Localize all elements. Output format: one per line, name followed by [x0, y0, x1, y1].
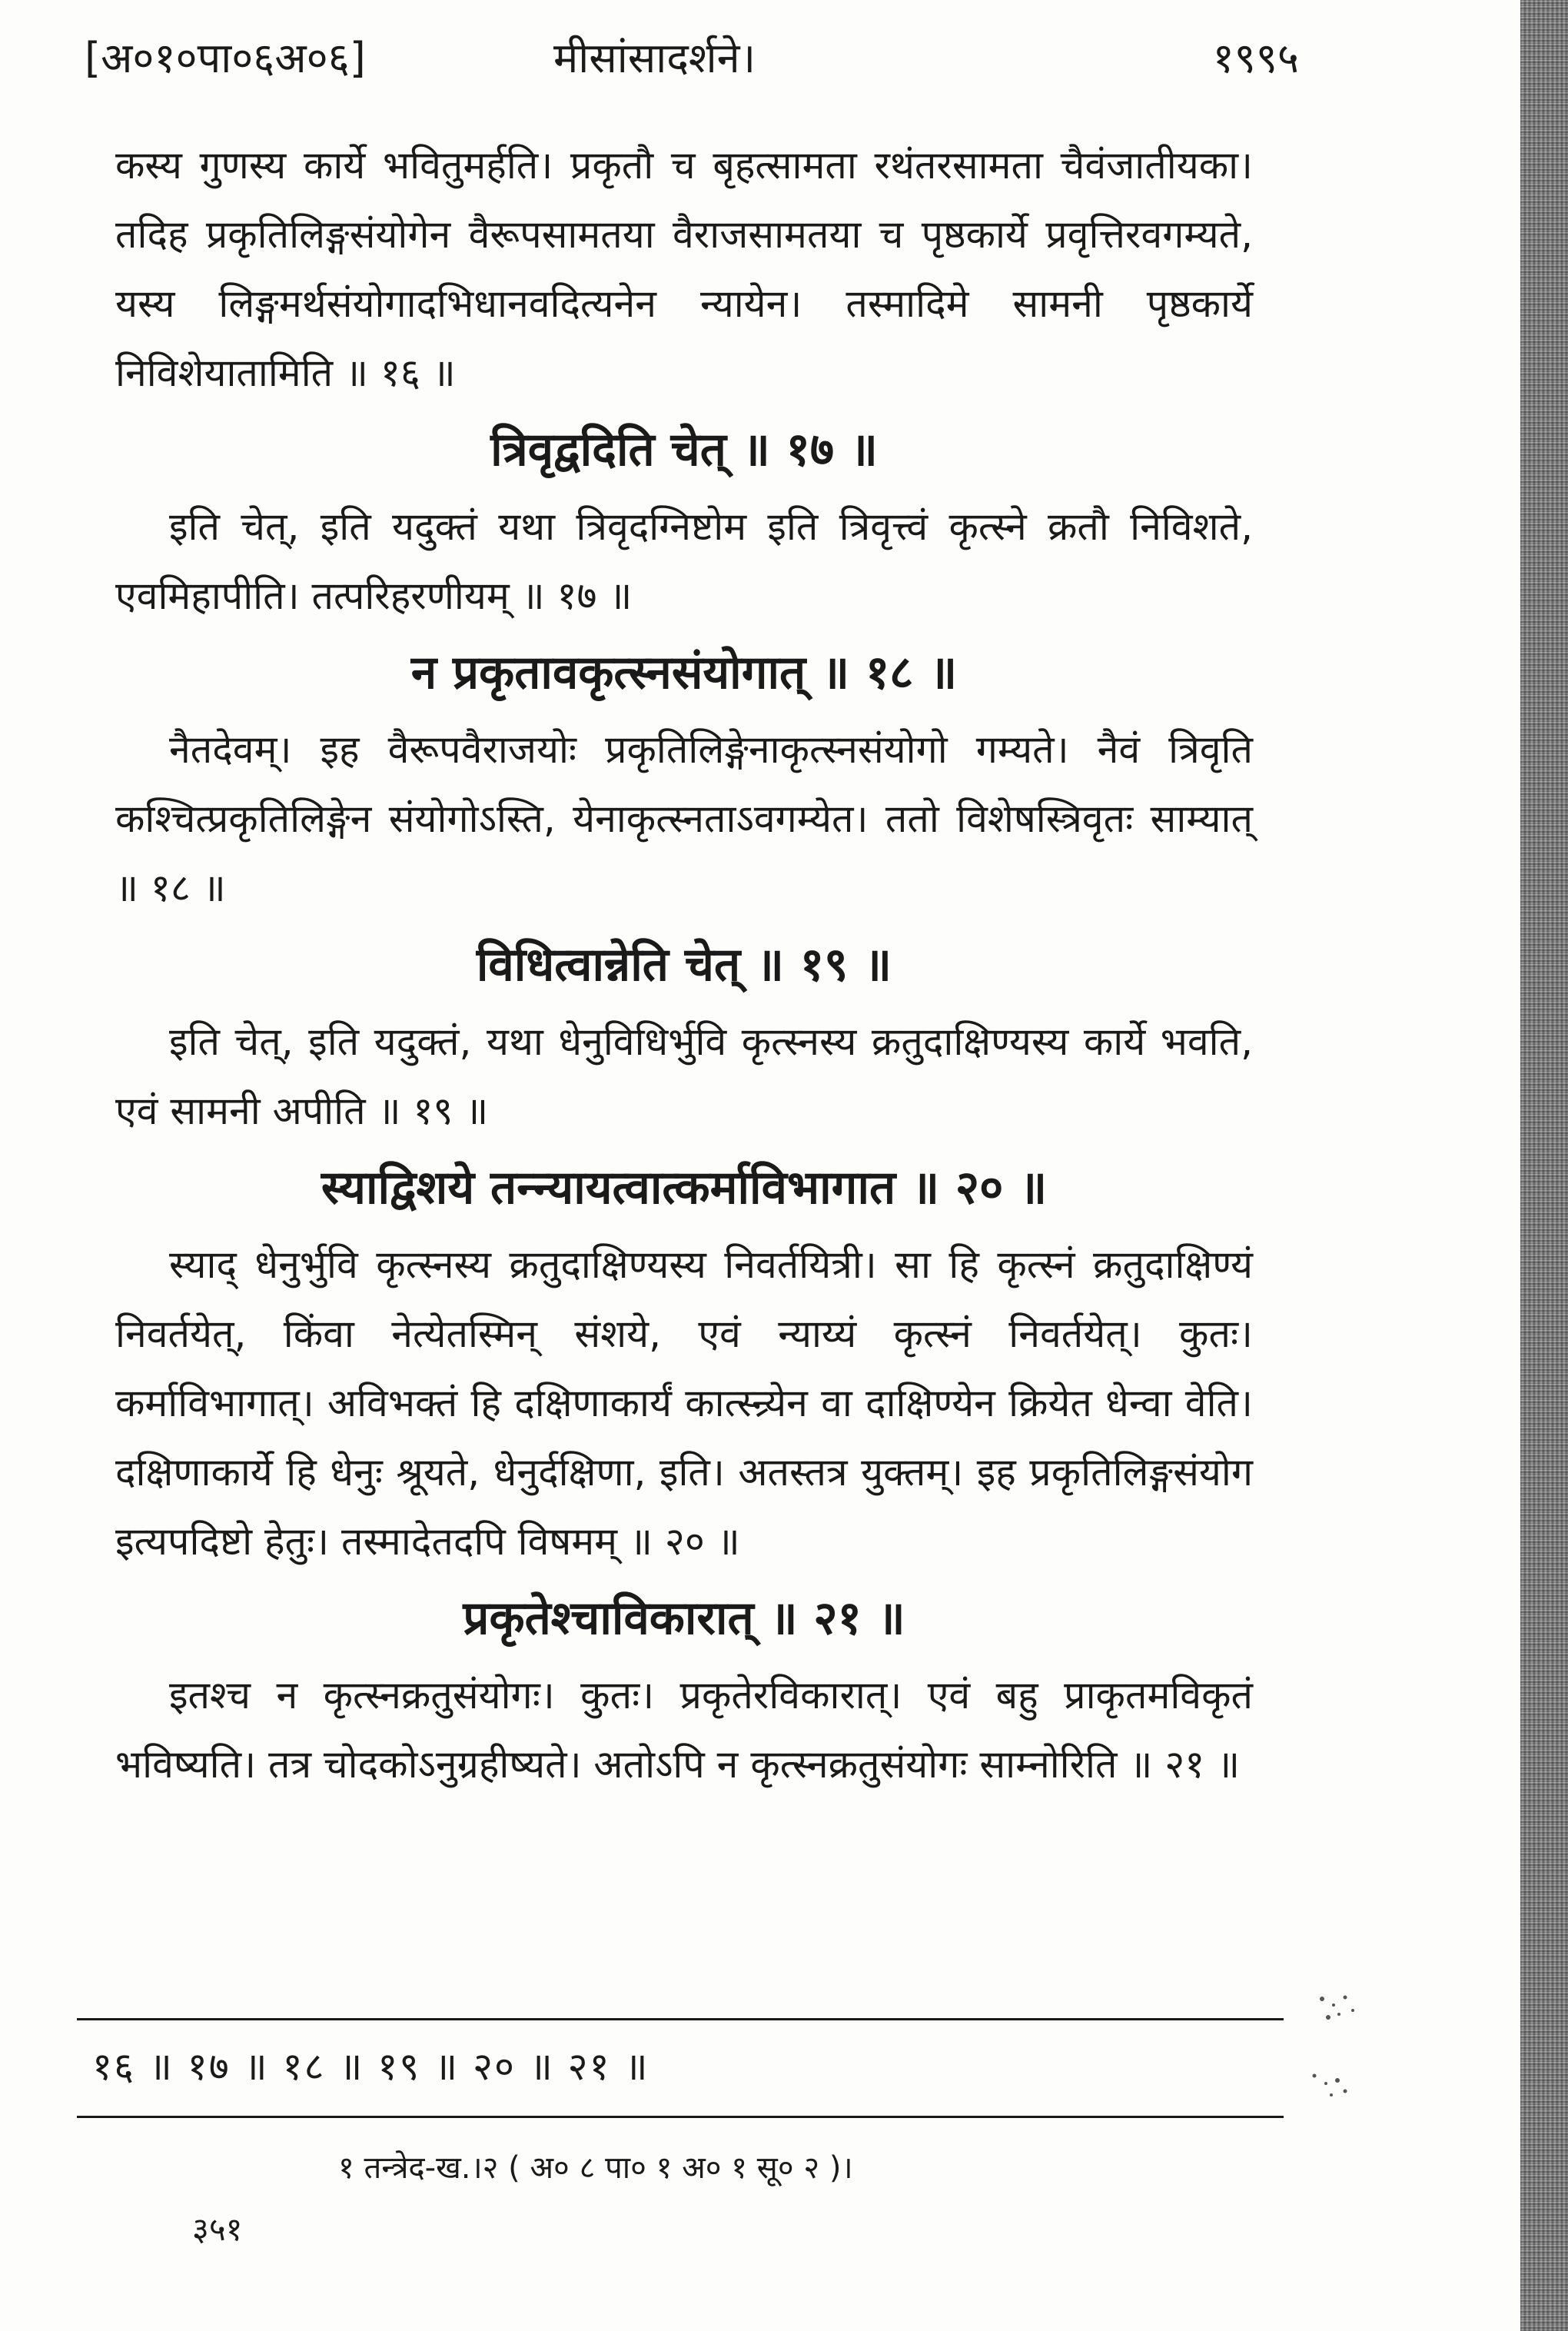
sutra-heading: स्याद्विशये तन्न्यायत्वात्कर्माविभागात ॥ २० ॥ — [321, 1161, 1048, 1215]
sutra-heading: प्रकृतेश्चाविकारात् ॥ २१ ॥ — [463, 1591, 905, 1645]
header-page-number: १९९५ — [1212, 34, 1299, 82]
page-header — [85, 22, 1299, 91]
header-title: मीसांसादर्शने। — [553, 34, 756, 82]
footnote-rule-bottom — [77, 2116, 1284, 2118]
footnote: १ तन्त्रेद-ख.।२ ( अ० ८ पा० १ अ० १ सू० २ )। — [338, 2150, 853, 2186]
commentary-paragraph: स्याद् धेनुर्भुवि कृत्स्नस्य क्रतुदाक्षिण्यस्य निवर्तयित्री। सा हि कृत्स्नं क्रतुदाक्षिण्यं निवर्तयेत्, किंवा नेत्येतस्मिन् संशये, एवं न्याय्यं कृत्स्नं निवर्तयेत्। कुतः। कर्माविभागात्। अविभक्तं हि दक्षिणाकार्यं कात्स्न्र्येन वा दाक्षिण्येन क्रियेत धेन्वा वेति। दक्षिणाकार्ये हि धेनुः श्रूयते, धेनुर्दक्षिणा, इति। अतस्तत्र युक्तम्। इह प्रकृतिलिङ्गसंयोग इत्यपदिष्टो हेतुः। तस्मादेतदपि विषमम् ॥ २० ॥ — [115, 1242, 1253, 1564]
commentary-paragraph: कस्य गुणस्य कार्ये भवितुमर्हति। प्रकृतौ च बृहत्सामता रथंतरसामता चैवंजातीयका। तदिह प्रकृतिलिङ्गसंयोगेन वैरूपसामतया वैराजसामतया च पृष्ठकार्ये प्रवृत्तिरवगम्यते, यस्य लिङ्गमर्थसंयोगादभिधानवदित्यनेन न्यायेन। तस्मादिमे सामनी पृष्ठकार्ये निविशेयातामिति ॥ १६ ॥ — [115, 143, 1253, 395]
commentary-paragraph: नैतदेवम्। इह वैरूपवैराजयोः प्रकृतिलिङ्गेनाकृत्स्नसंयोगो गम्यते। नैवं त्रिवृति कश्चित्प्रकृतिलिङ्गेन संयोगोऽस्ति, येनाकृत्स्नताऽवगम्येत। ततो विशेषस्त्रिवृतः साम्यात् ॥ १८ ॥ — [115, 727, 1253, 910]
footnote-rule-top — [77, 2018, 1284, 2020]
signature-mark: ३५१ — [192, 2210, 243, 2248]
binding-edge — [1520, 0, 1568, 2331]
main-text — [115, 131, 1253, 1799]
sutra-heading: त्रिवृद्वदिति चेत् ॥ १७ ॥ — [490, 423, 878, 477]
commentary-paragraph: इति चेत्, इति यदुक्तं, यथा धेनुविधिर्भुवि कृत्स्नस्य क्रतुदाक्षिण्यस्य कार्ये भवति, एवं सामनी अपीति ॥ १९ ॥ — [115, 1019, 1253, 1133]
sutra-reference-line: १६ ॥ १७ ॥ १८ ॥ १९ ॥ २० ॥ २१ ॥ — [92, 2044, 649, 2089]
scan-specks — [1291, 1984, 1414, 2137]
header-section-ref: [अ०१०पा०६अ०६] — [85, 34, 366, 82]
commentary-paragraph: इति चेत्, इति यदुक्तं यथा त्रिवृदग्निष्टोम इति त्रिवृत्त्वं कृत्स्ने क्रतौ निविशते, एवमिहापीति। तत्परिहरणीयम् ॥ १७ ॥ — [115, 504, 1253, 618]
commentary-paragraph: इतश्च न कृत्स्नक्रतुसंयोगः। कुतः। प्रकृतेरविकारात्। एवं बहु प्राकृतमविकृतं भविष्यति। तत्र चोदकोऽनुग्रहीष्यते। अतोऽपि न कृत्स्नक्रतुसंयोगः साम्नोरिति ॥ २१ ॥ — [115, 1673, 1253, 1787]
sutra-heading: विधित्वान्नेति चेत् ॥ १९ ॥ — [476, 938, 892, 992]
sutra-heading: न प्रकृतावकृत्स्नसंयोगात् ॥ १८ ॥ — [410, 646, 958, 700]
